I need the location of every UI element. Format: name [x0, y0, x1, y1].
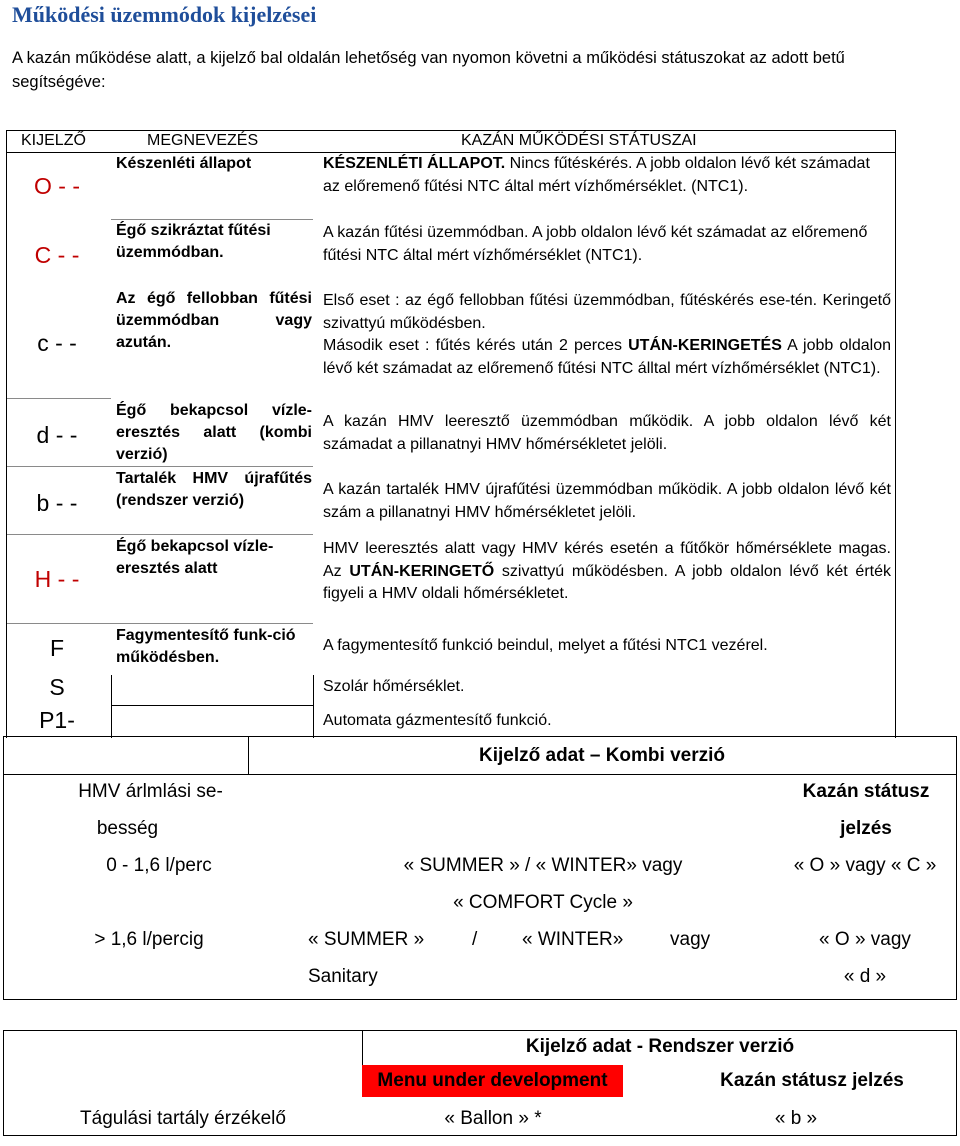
desc-o-text: Nincs fűtéskérés. A jobb oldalon lévő két számadat az előremenő fűtési NTC által mért vízhőmérséklet. (NTC1).	[323, 155, 870, 195]
rendszer-r1-mode: « Ballon » *	[444, 1108, 542, 1129]
desc-b: A kazán tartalék HMV újrafűtési üzemmódban működik. A jobb oldalon lévő két szám a pillanatnyi HMV hőmérsékletet jelöli.	[323, 481, 891, 521]
divider	[111, 675, 112, 738]
rendszer-table	[3, 1030, 957, 1136]
kombi-r2-mode-b: Sanitary	[308, 966, 378, 987]
code-o: O - -	[34, 173, 80, 199]
desc-c-lower-2a: Második eset : fűtés kérés után 2 perces	[323, 337, 629, 354]
kombi-r2-status-b: « d »	[843, 966, 887, 987]
desc-s: Szolár hőmérséklet.	[323, 678, 465, 695]
kombi-table	[3, 736, 957, 1000]
kombi-col3-header-b: jelzés	[840, 818, 892, 839]
code-f: F	[49, 635, 65, 661]
code-s: S	[49, 674, 65, 700]
desc-h-a: HMV leeresztés alatt vagy HMV kérés esetén a fűtőkör hőmérséklete magas. Az	[323, 540, 891, 580]
desc-c-lower-2c: A jobb oldalon lévő két számadat az előremenő fűtési NTC álltal mért vízhőmérséklet (NTC1).	[323, 337, 892, 377]
page-title: Működési üzemmódok kijelzései	[12, 2, 317, 27]
name-c-lower: Az égő fellobban fűtési üzemmódban vagy azután.	[116, 290, 312, 351]
kombi-r2-flow: > 1,6 l/percig	[94, 929, 204, 950]
code-c-lower: c - -	[37, 330, 77, 356]
kombi-r2-mode-slash: /	[472, 929, 478, 950]
intro-paragraph: A kazán működése alatt, a kijelző bal oldalán lehetőség van nyomon követni a működési státuszokat az adott betű segítségéve:	[12, 49, 845, 91]
name-c-upper: Égő szikráztat fűtési üzemmódban.	[116, 222, 271, 261]
kombi-r2-status-a: « O » vagy	[819, 929, 911, 950]
code-b: b - -	[36, 490, 78, 516]
header-status: KAZÁN MŰKÖDÉSI STÁTUSZAI	[461, 132, 697, 149]
desc-p1: Automata gázmentesítő funkció.	[323, 712, 552, 729]
name-d: Égő bekapcsol vízle-eresztés alatt (kombi verzió)	[116, 402, 312, 463]
header-display: KIJELZŐ	[21, 132, 86, 149]
kombi-r2-mode-summer: « SUMMER »	[308, 929, 425, 950]
kombi-r1-mode-b: « COMFORT Cycle »	[453, 892, 633, 913]
desc-c-lower-1: Első eset : az égő fellobban fűtési üzemmódban, fűtéskérés ese-tén. Keringető szivattyú működésben.	[323, 292, 891, 332]
kombi-r1-flow: 0 - 1,6 l/perc	[106, 855, 212, 876]
kombi-col3-header-a: Kazán státusz	[802, 781, 930, 802]
code-h: H - -	[34, 566, 80, 592]
code-d: d - -	[36, 422, 78, 448]
desc-o	[323, 153, 891, 198]
rendszer-col3-header: Kazán státusz jelzés	[720, 1070, 904, 1091]
rendszer-highlight: Menu under development	[362, 1065, 623, 1097]
kombi-col1-header-b: besség	[96, 818, 159, 839]
desc-f: A fagymentesítő funkció beindul, melyet a fűtési NTC1 vezérel.	[323, 637, 768, 654]
name-f: Fagymentesítő funk-ció működésben.	[116, 627, 296, 666]
kombi-title: Kijelző adat – Kombi verzió	[479, 745, 725, 766]
name-o: Készenléti állapot	[116, 155, 252, 172]
status-table-header	[7, 130, 895, 153]
divider	[7, 534, 313, 535]
rendszer-r1-label: Tágulási tartály érzékelő	[80, 1108, 286, 1129]
rendszer-r1-status: « b »	[774, 1108, 818, 1129]
kombi-col1-header-a: HMV árlmlási se-	[78, 781, 223, 802]
kombi-r1-mode-a: « SUMMER » / « WINTER» vagy	[403, 855, 683, 876]
name-b: Tartalék HMV újrafűtés (rendszer verzió)	[116, 470, 312, 509]
divider	[313, 675, 314, 738]
divider	[7, 623, 313, 624]
divider	[111, 705, 313, 706]
divider	[7, 466, 313, 467]
desc-h-b: UTÁN-KERINGETŐ	[349, 562, 495, 580]
kombi-r2-mode-vagy: vagy	[670, 929, 711, 950]
header-name: MEGNEVEZÉS	[147, 132, 259, 149]
status-table	[6, 130, 896, 738]
kombi-r2-mode-winter: « WINTER»	[522, 929, 624, 950]
name-h: Égő bekapcsol vízle-eresztés alatt	[116, 538, 274, 577]
desc-c-upper: A kazán fűtési üzemmódban. A jobb oldalon lévő két számadat az előremenő fűtési NTC által mért vízhőmérséklet (NTC1).	[323, 224, 868, 264]
code-c-upper: C - -	[34, 242, 80, 268]
rendszer-title: Kijelző adat - Rendszer verzió	[525, 1036, 795, 1057]
desc-h-c: szivattyú működésben. A jobb oldalon lévő két érték figyeli a HMV oldali hőmérsékletet.	[323, 562, 892, 602]
desc-d: A kazán HMV leeresztő üzemmódban működik. A jobb oldalon lévő két számadat a pillanatnyi HMV hőmérsékletet jelöli.	[323, 413, 891, 453]
desc-o-bold: KÉSZENLÉTI ÁLLAPOT.	[323, 155, 506, 172]
desc-c-lower-2	[323, 335, 891, 380]
desc-c-lower-2b: UTÁN-KERINGETÉS	[628, 337, 782, 354]
divider	[7, 398, 111, 399]
code-p1: P1-	[39, 707, 75, 733]
desc-c-lower	[323, 290, 891, 380]
desc-h	[323, 538, 891, 606]
kombi-r1-status: « O » vagy « C »	[793, 855, 937, 876]
